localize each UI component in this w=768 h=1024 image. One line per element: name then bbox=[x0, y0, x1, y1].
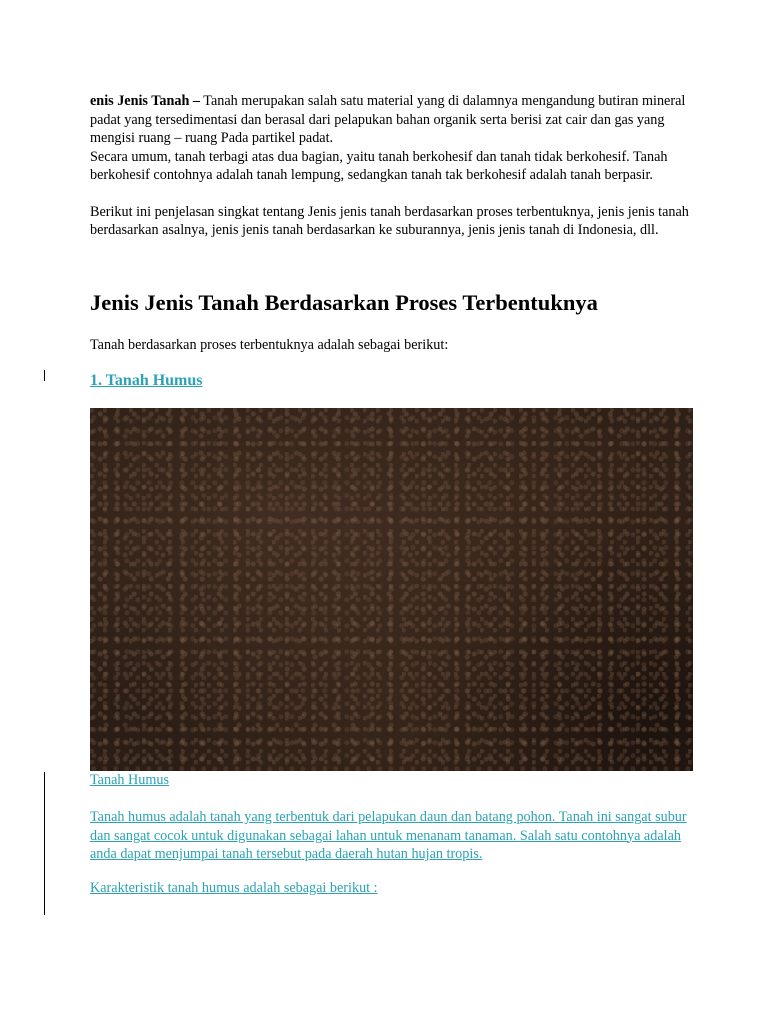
humus-soil-photo bbox=[90, 408, 693, 771]
change-bar-2 bbox=[44, 772, 45, 915]
section-subtext: Tanah berdasarkan proses terbentuknya adalah sebagai berikut: bbox=[90, 337, 449, 353]
section-heading: Jenis Jenis Tanah Berdasarkan Proses Terbentuknya bbox=[90, 290, 598, 315]
intro-paragraph-1 bbox=[90, 92, 692, 148]
humus-heading-link[interactable]: 1. Tanah Humus bbox=[90, 372, 203, 389]
humus-description[interactable] bbox=[90, 808, 690, 864]
intro-block bbox=[90, 92, 692, 240]
intro-bold-lead: enis Jenis Tanah – bbox=[90, 93, 201, 109]
intro-text-1: Tanah merupakan salah satu material yang di dalamnya mengandung butiran mineral padat yang tersedimentasi dan berasal dari pelapukan bahan organik serta berisi zat cair dan gas yang mengisi ruang – ruang Pada partikel padat. bbox=[90, 93, 686, 146]
intro-paragraph-2: Secara umum, tanah terbagi atas dua bagian, yaitu tanah berkohesif dan tanah tidak berkohesif. Tanah berkohesif contohnya adalah tanah lempung, sedangkan tanah tak berkohesif adalah tanah berpasir. bbox=[90, 148, 668, 183]
humus-characteristics-link[interactable]: Karakteristik tanah humus adalah sebagai berikut : bbox=[90, 880, 378, 896]
intro-paragraph-3: Berikut ini penjelasan singkat tentang Jenis jenis tanah berdasarkan proses terbentuknya, jenis jenis tanah berdasarkan asalnya, jenis jenis tanah berdasarkan ke suburannya, jenis jenis tanah di Indonesia, dll. bbox=[90, 203, 689, 238]
humus-caption-link[interactable]: Tanah Humus bbox=[90, 772, 169, 788]
humus-description-link[interactable]: Tanah humus adalah tanah yang terbentuk dari pelapukan daun dan batang pohon. Tanah ini sangat subur dan sangat cocok untuk digunakan sebagai lahan untuk menanam tanaman. Salah satu contohnya adalah anda dapat menjumpai tanah tersebut pada daerah hutan hujan tropis. bbox=[90, 809, 687, 862]
